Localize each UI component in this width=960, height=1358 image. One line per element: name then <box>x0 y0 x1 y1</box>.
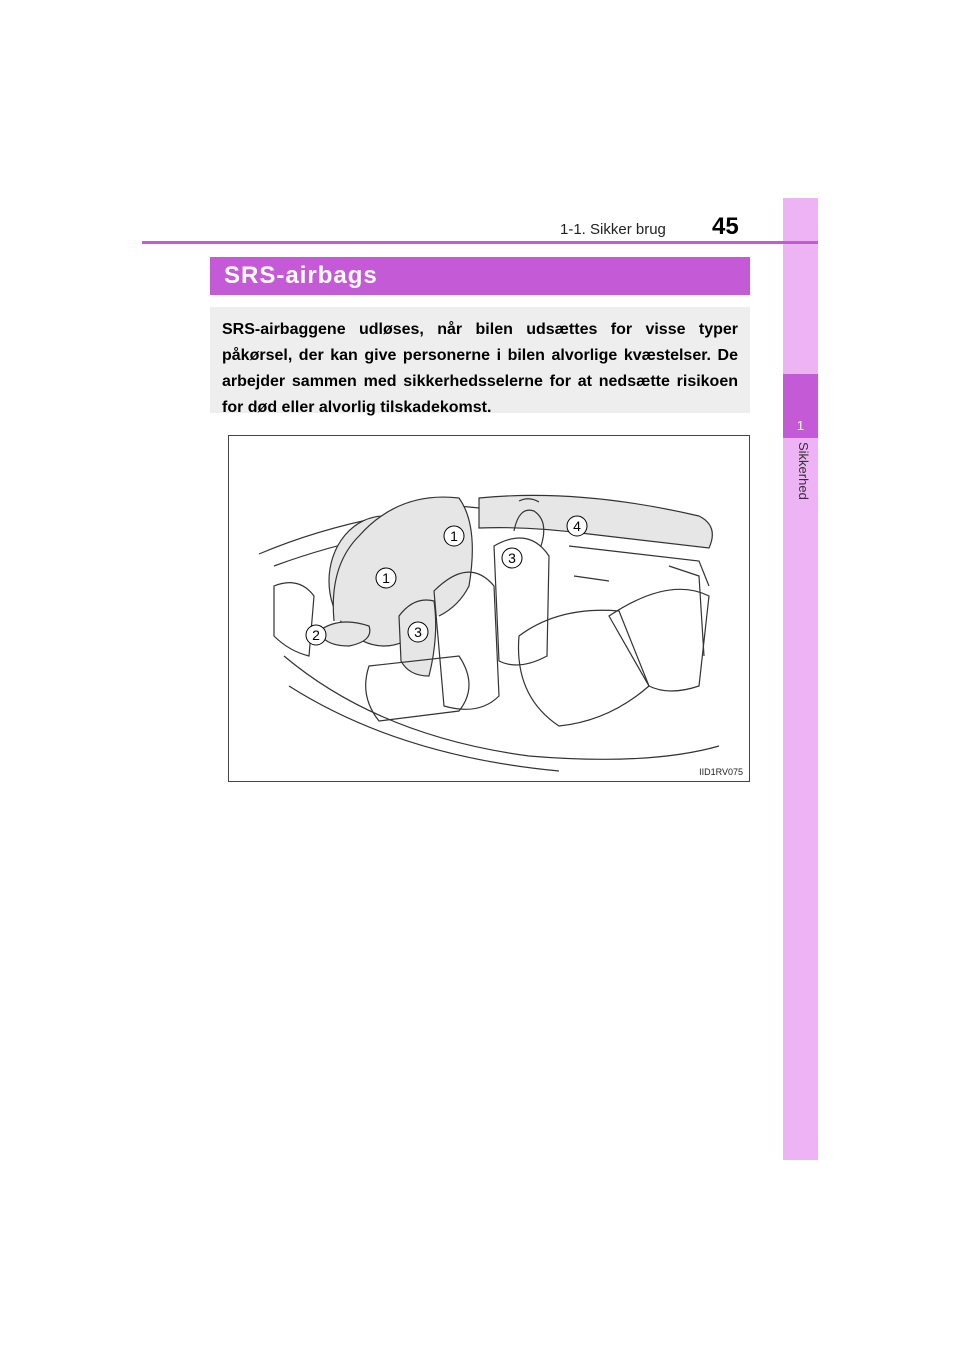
callout-3a: 3 <box>508 550 516 566</box>
figure-code: IID1RV075 <box>699 767 743 777</box>
intro-box <box>210 307 750 416</box>
callout-3b: 3 <box>414 624 422 640</box>
page-heading: SRS-airbags <box>224 262 378 289</box>
intro-text: SRS-airbaggene udløses, når bilen udsættes for visse typer påkørsel, der kan give personerne i bilen alvorlige kvæstelser. De arbejder sammen med sikkerhedsselerne for at nedsætte risikoen for død eller alvorlig tilskadekomst. <box>222 321 738 416</box>
car-interior-drawing <box>229 436 749 781</box>
chapter-side-tab <box>783 198 818 1160</box>
callout-1a: 1 <box>450 528 458 544</box>
callout-1b: 1 <box>382 570 390 586</box>
callout-2: 2 <box>312 627 320 643</box>
heading-bar <box>210 257 750 295</box>
section-title: 1-1. Sikker brug <box>560 221 666 238</box>
callout-4: 4 <box>573 518 581 534</box>
page-number: 45 <box>712 213 739 240</box>
airbag-illustration <box>228 435 750 782</box>
chapter-number: 1 <box>796 418 805 433</box>
chapter-label: Sikkerhed <box>796 442 811 500</box>
header-rule <box>142 241 818 244</box>
